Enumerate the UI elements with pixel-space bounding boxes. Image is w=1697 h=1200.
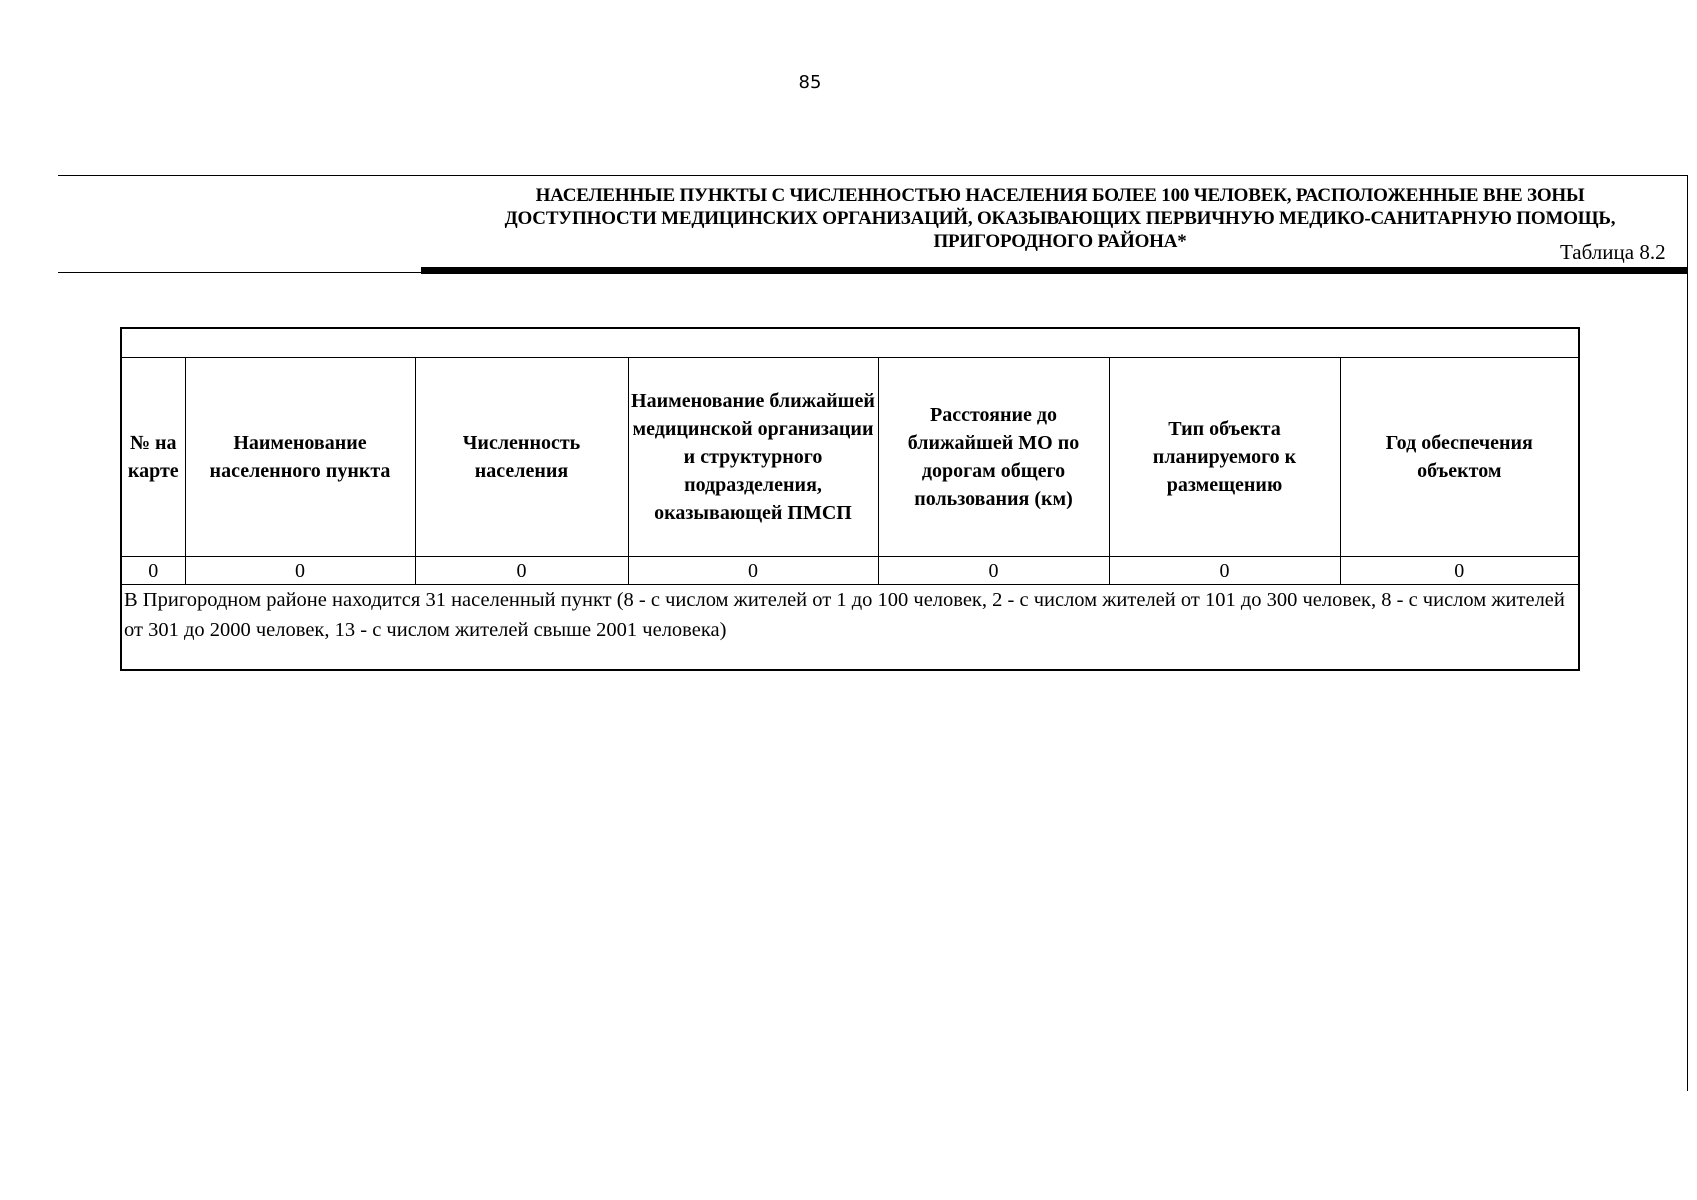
table-cell: 0 xyxy=(415,557,628,585)
table-cell: 0 xyxy=(1109,557,1340,585)
page-number: 85 xyxy=(798,72,822,93)
table-label: Таблица 8.2 xyxy=(1560,240,1666,264)
settlements-table xyxy=(120,327,1580,671)
table-cell: 0 xyxy=(185,557,415,585)
empty-cell xyxy=(121,328,1579,358)
right-margin-rule xyxy=(1687,175,1688,1091)
column-header-nearest-medical-organization: Наименование ближайшей медицинской организации и структурного подразделения, оказывающей ПМСП xyxy=(628,358,878,557)
column-header-provision-year: Год обеспечения объектом xyxy=(1340,358,1579,557)
header-bottom-thin-rule xyxy=(58,272,423,273)
column-header-map-number: № на карте xyxy=(121,358,185,557)
column-header-population: Численность населения xyxy=(415,358,628,557)
table-cell: 0 xyxy=(628,557,878,585)
table-header-row xyxy=(121,358,1579,557)
column-header-settlement-name: Наименование населенного пункта xyxy=(185,358,415,557)
header-top-rule xyxy=(58,175,1688,176)
table-row xyxy=(121,557,1579,585)
document-title: НАСЕЛЕННЫЕ ПУНКТЫ С ЧИСЛЕННОСТЬЮ НАСЕЛЕНИЯ БОЛЕЕ 100 ЧЕЛОВЕК, РАСПОЛОЖЕННЫЕ ВНЕ ЗОНЫ ДОСТУПНОСТИ МЕДИЦИНСКИХ ОРГАНИЗАЦИЙ, ОКАЗЫВАЮЩИХ ПЕРВИЧНУЮ МЕДИКО-САНИТАРНУЮ ПОМОЩЬ, ПРИГОРОДНОГО РАЙОНА* xyxy=(504,185,1616,252)
column-header-distance: Расстояние до ближайшей МО по дорогам общего пользования (км) xyxy=(878,358,1109,557)
table-note-row xyxy=(121,585,1579,671)
table-cell: 0 xyxy=(121,557,185,585)
header-bottom-thick-rule xyxy=(421,267,1688,274)
table-note: В Пригородном районе находится 31 населенный пункт (8 - с числом жителей от 1 до 100 человек, 2 - с числом жителей от 101 до 300 человек, 8 - с числом жителей от 301 до 2000 человек, 13 - с числом жителей свыше 2001 человека) xyxy=(121,585,1579,671)
table-cell: 0 xyxy=(1340,557,1579,585)
column-header-object-type: Тип объекта планируемого к размещению xyxy=(1109,358,1340,557)
table-cell: 0 xyxy=(878,557,1109,585)
table-top-empty-row xyxy=(121,328,1579,358)
